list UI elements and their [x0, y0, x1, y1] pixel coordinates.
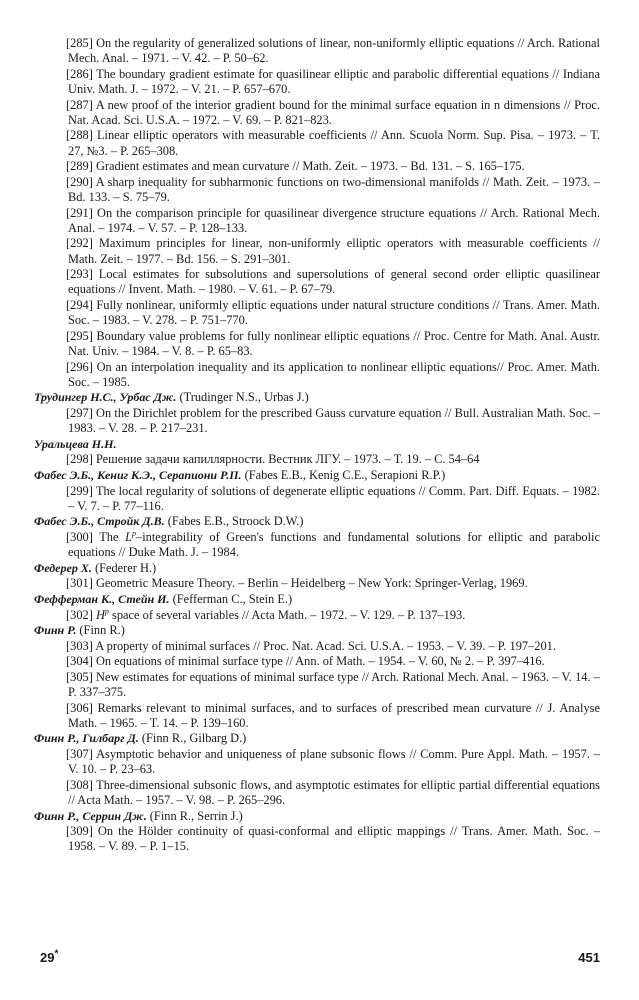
author-heading — [34, 437, 600, 452]
reference-number: [292] — [66, 236, 93, 251]
reference-number: [296] — [66, 359, 93, 374]
signature-asterisk: * — [54, 948, 59, 960]
reference-text: The boundary gradient estimate for quasilinear elliptic and parabolic differential equations // Indiana Univ. Math. J. – 1972. – V. 21. – P. 657–670. — [68, 66, 600, 96]
reference-entry — [34, 701, 600, 731]
author-heading — [34, 809, 600, 824]
reference-entry — [34, 406, 600, 436]
author-heading — [34, 561, 600, 576]
author-name-russian: Финн Р. — [34, 623, 77, 638]
author-name-latin: (Federer H.) — [91, 560, 157, 575]
reference-text: Fully nonlinear, uniformly elliptic equations under natural structure conditions // Trans. Amer. Math. Soc. – 1983. – V. 278. – P. 751–770. — [68, 297, 600, 328]
author-name-russian: Фабес Э.Б., Кениг К.Э., Серапиони Р.П. — [34, 467, 242, 482]
reference-number: [299] — [66, 483, 93, 498]
author-name-latin: (Finn R., Serrin J.) — [146, 808, 243, 823]
reference-entry — [34, 747, 600, 777]
author-heading — [34, 731, 600, 746]
reference-entry — [34, 267, 600, 297]
reference-number: [303] — [66, 638, 93, 653]
reference-number: [285] — [66, 36, 93, 50]
author-name-latin: (Fefferman C., Stein E.) — [169, 591, 293, 606]
reference-entry — [34, 452, 600, 467]
reference-entry — [34, 236, 600, 266]
reference-text: Maximum principles for linear, non-uniformly elliptic operators with measurable coefficients // Math. Zeit. – 1977. – Bd. 156. – S. 291–301. — [68, 236, 600, 266]
reference-text-prefix: The — [92, 529, 126, 544]
reference-entry — [34, 98, 600, 128]
reference-entry — [34, 298, 600, 328]
bibliography-list — [34, 36, 600, 855]
reference-entry — [34, 530, 600, 560]
author-heading — [34, 514, 600, 529]
reference-text: On the regularity of generalized solutions of linear, non-uniformly elliptic equations // Arch. Rational Mech. Anal. – 1971. – V. 42. – P. 50–62. — [68, 36, 600, 66]
reference-number: [289] — [66, 159, 93, 174]
reference-text: On an interpolation inequality and its application to nonlinear elliptic equations// Proc. Amer. Math. Soc. – 1985. — [68, 359, 600, 389]
author-name-latin: (Finn R., Gilbarg D.) — [138, 731, 247, 746]
reference-number: [287] — [66, 97, 93, 112]
reference-entry — [34, 175, 600, 205]
author-name-russian: Федерер Х. — [34, 560, 92, 575]
reference-number: [297] — [66, 405, 93, 420]
reference-text: space of several variables // Acta Math. – 1972. – V. 129. – P. 137–193. — [108, 607, 466, 622]
author-name-latin: (Trudinger N.S., Urbas J.) — [176, 390, 309, 405]
reference-number: [291] — [66, 205, 93, 220]
reference-number: [305] — [66, 669, 93, 684]
author-heading — [34, 390, 600, 405]
reference-number: [286] — [66, 66, 93, 81]
page-number: 451 — [578, 950, 600, 965]
math-symbol: H — [95, 607, 105, 622]
math-symbol: L — [125, 529, 133, 544]
reference-number: [288] — [66, 128, 93, 143]
author-heading — [34, 468, 600, 483]
author-name-russian: Финн Р., Серрин Дж. — [34, 808, 147, 823]
reference-text: On the comparison principle for quasilinear divergence structure equations // Arch. Rational Mech. Anal. – 1974. – V. 57. – P. 128–133. — [68, 205, 600, 235]
author-heading — [34, 623, 600, 638]
reference-number: [307] — [66, 747, 93, 762]
reference-number: [298] — [66, 452, 93, 467]
reference-text: On the Hölder continuity of quasi-conformal and elliptic mappings // Trans. Amer. Math. Soc. – 1958. – V. 89. – P. 1–15. — [68, 824, 600, 854]
author-heading — [34, 592, 600, 607]
reference-number: [306] — [66, 700, 93, 715]
reference-entry — [34, 576, 600, 591]
reference-number: [309] — [66, 824, 93, 839]
author-name-latin: (Fabes E.B., Kenig C.E., Serapioni R.P.) — [241, 467, 446, 482]
reference-text: A property of minimal surfaces // Proc. Nat. Acad. Sci. U.S.A. – 1953. – V. 39. – P. 197–201. — [92, 638, 556, 653]
reference-number: [294] — [66, 297, 93, 312]
reference-entry — [34, 639, 600, 654]
reference-entry — [34, 128, 600, 158]
reference-text: Linear elliptic operators with measurable coefficients // Ann. Scuola Norm. Sup. Pisa. – 1973. – T. 27, №3. – P. 265–308. — [68, 128, 600, 158]
reference-entry — [34, 670, 600, 700]
reference-text: Решение задачи капиллярности. Вестник ЛГУ. – 1973. – Т. 19. – С. 54–64 — [92, 452, 480, 467]
signature-number: 29 — [40, 950, 55, 965]
reference-text: New estimates for equations of minimal surface type // Arch. Rational Mech. Anal. – 1963. – V. 14. – P. 337–375. — [68, 669, 600, 700]
reference-text: The local regularity of solutions of degenerate elliptic equations // Comm. Part. Diff. Equats. – 1982. – V. 7. – P. 77–116. — [68, 483, 600, 513]
author-name-russian: Фабес Э.Б., Стройк Д.В. — [34, 514, 165, 529]
reference-entry — [34, 654, 600, 669]
author-name-latin: (Finn R.) — [76, 623, 125, 638]
author-name-russian: Фефферман К., Стейн И. — [34, 591, 170, 606]
reference-number: [308] — [66, 777, 93, 792]
reference-text: On equations of minimal surface type // Ann. of Math. – 1954. – V. 60, № 2. – P. 397–416. — [92, 654, 545, 669]
reference-number: [300] — [66, 529, 93, 544]
reference-entry — [34, 824, 600, 854]
reference-number: [302] — [66, 607, 93, 622]
reference-number: [290] — [66, 174, 93, 189]
reference-text: Boundary value problems for fully nonlinear elliptic equations // Proc. Centre for Math. Anal. Austr. Nat. Univ. – 1984. – V. 8. – P. 65–83. — [68, 328, 600, 358]
reference-text: Asymptotic behavior and uniqueness of plane subsonic flows // Comm. Pure Appl. Math. – 1957. – V. 10. – P. 23–63. — [68, 747, 600, 777]
reference-number: [293] — [66, 267, 93, 282]
reference-entry — [34, 159, 600, 174]
author-name-latin: (Fabes E.B., Stroock D.W.) — [164, 514, 304, 529]
reference-text: A sharp inequality for subharmonic functions on two-dimensional manifolds // Math. Zeit. – 1973. – Bd. 133. – S. 75–79. — [68, 174, 600, 204]
reference-entry — [34, 329, 600, 359]
reference-text: A new proof of the interior gradient bound for the minimal surface equation in n dimensions // Proc. Nat. Acad. Sci. U.S.A. – 1972. – V. 69. – P. 821–823. — [68, 97, 600, 127]
reference-entry — [34, 608, 600, 623]
math-superscript: p — [132, 528, 137, 538]
author-name-russian: Трудингер Н.С., Урбас Дж. — [34, 390, 177, 405]
reference-entry — [34, 206, 600, 236]
reference-text: On the Dirichlet problem for the prescribed Gauss curvature equation // Bull. Australian Math. Soc. – 1983. – V. 28. – P. 217–231. — [68, 405, 600, 436]
reference-entry — [34, 360, 600, 390]
reference-text: Three-dimensional subsonic flows, and asymptotic estimates for elliptic partial differential equations // Acta Math. – 1957. – V. 98. – P. 265–296. — [68, 777, 600, 808]
author-name-russian: Финн Р., Гилбарг Д. — [34, 731, 139, 746]
reference-number: [301] — [66, 576, 93, 591]
signature-mark — [40, 950, 58, 965]
reference-text: Local estimates for subsolutions and supersolutions of general second order elliptic quasilinear equations // Invent. Math. – 1980. – V. 61. – P. 67–79. — [68, 267, 600, 297]
reference-entry — [34, 36, 600, 66]
reference-number: [304] — [66, 654, 93, 669]
reference-number: [295] — [66, 328, 93, 343]
author-name-russian: Уральцева Н.Н. — [34, 436, 117, 451]
reference-text: Gradient estimates and mean curvature // Math. Zeit. – 1973. – Bd. 131. – S. 165–175. — [92, 159, 525, 174]
reference-entry — [34, 67, 600, 97]
reference-text: Geometric Measure Theory. – Berlin – Heidelberg – New York: Springer-Verlag, 1969. — [92, 576, 528, 591]
bibliography-page — [34, 36, 600, 855]
page-footer — [40, 950, 600, 970]
reference-entry — [34, 778, 600, 808]
reference-text: –integrability of Green's functions and fundamental solutions for elliptic and parabolic equations // Duke Math. J. – 1984. — [68, 529, 600, 560]
reference-entry — [34, 484, 600, 514]
math-superscript: p — [104, 606, 109, 616]
reference-text: Remarks relevant to minimal surfaces, and to surfaces of prescribed mean curvature // J. Analyse Math. – 1965. – T. 14. – P. 139–160. — [68, 700, 600, 730]
